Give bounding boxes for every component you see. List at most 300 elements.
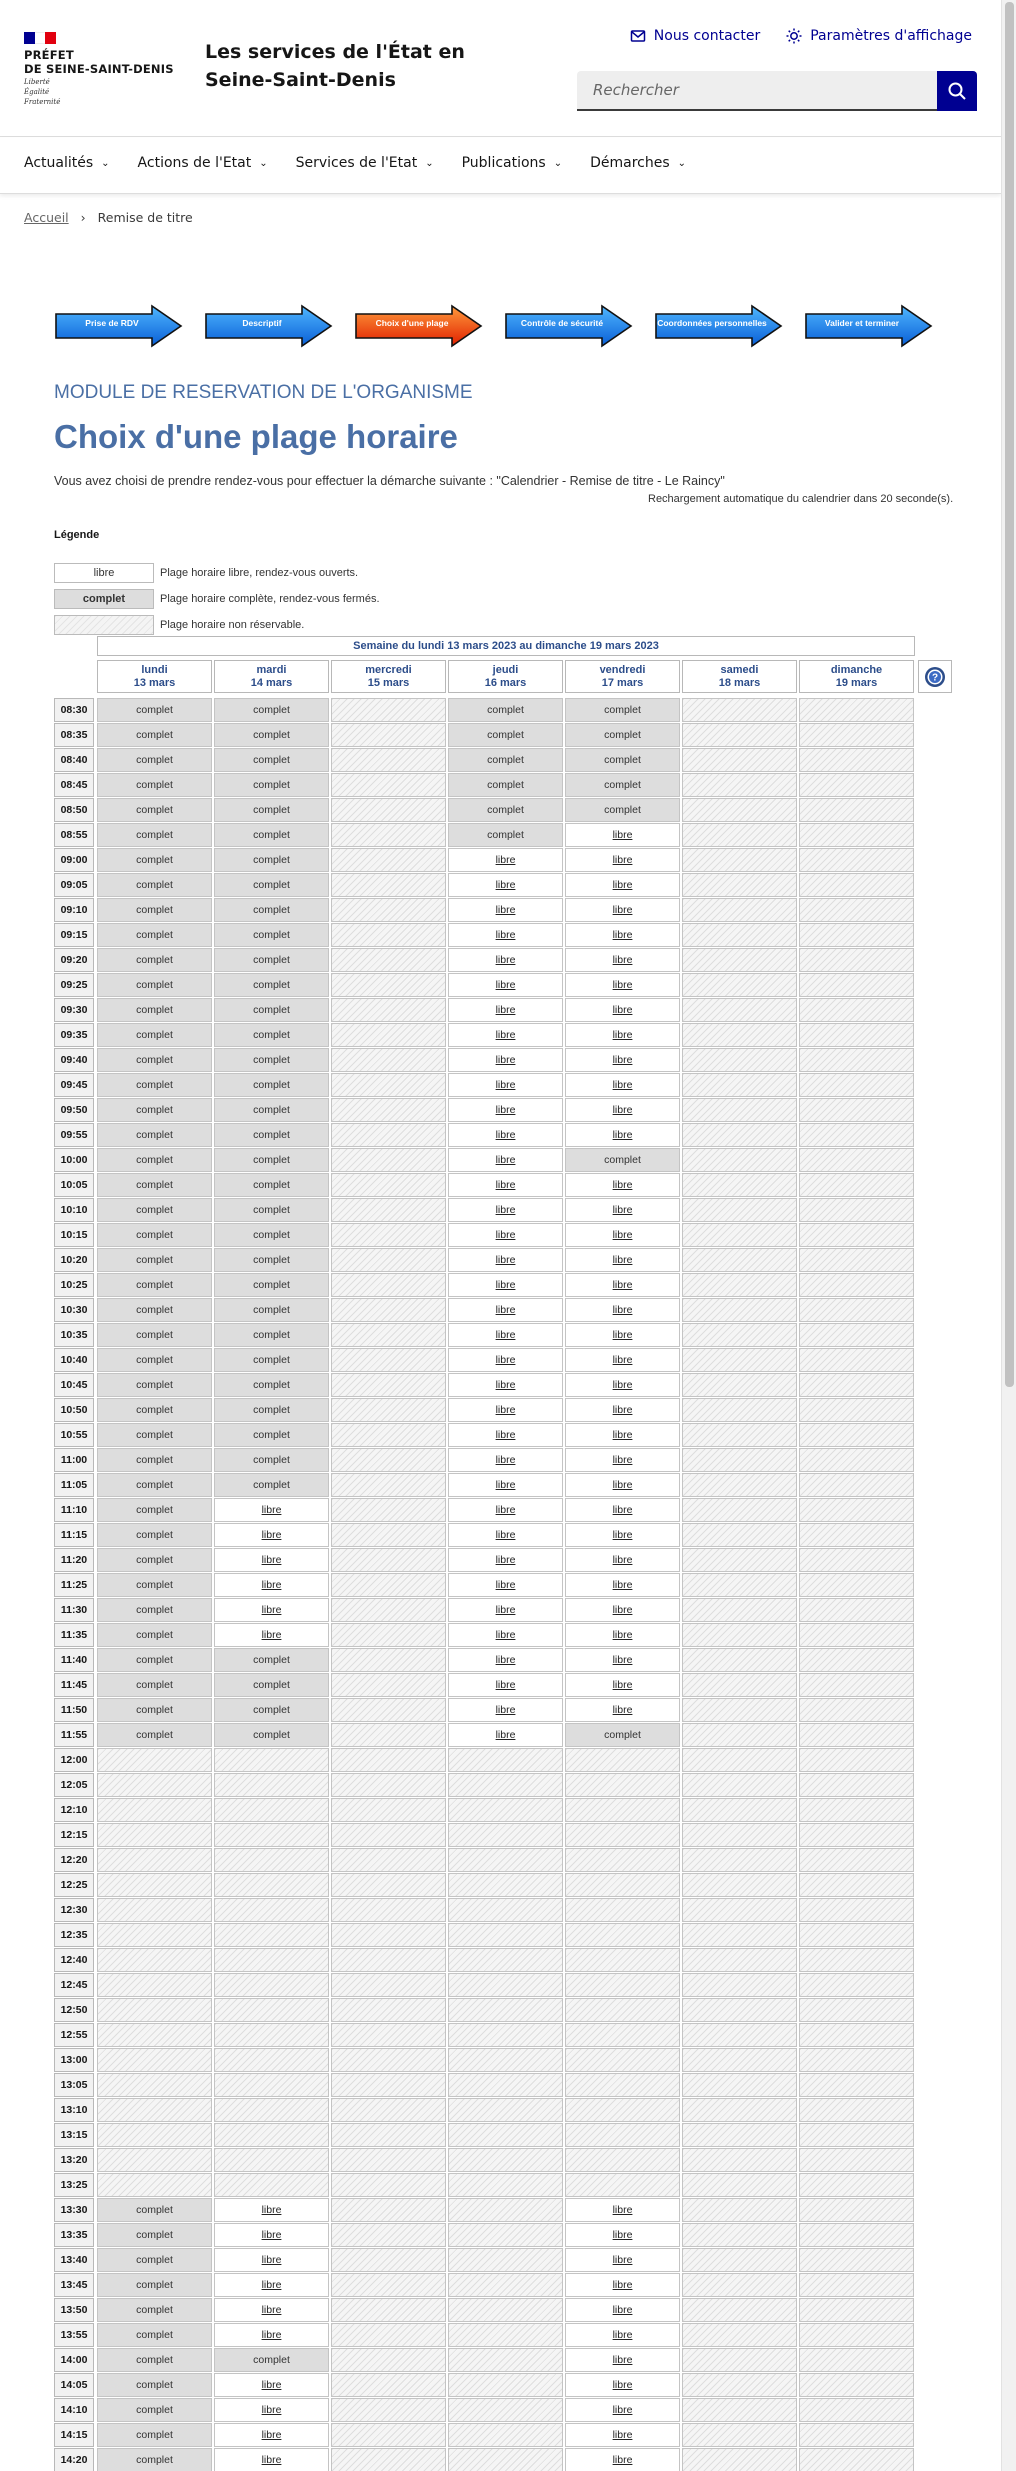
- slot-free[interactable]: [448, 1098, 563, 1122]
- site-title[interactable]: Les services de l'État en Seine-Saint-Denis: [205, 41, 465, 91]
- slot-status: libre: [612, 1104, 633, 1116]
- slot-free[interactable]: [565, 2198, 680, 2222]
- slot-free[interactable]: [565, 1023, 680, 1047]
- slot-free[interactable]: [214, 1623, 329, 1647]
- slot-status: libre: [495, 879, 516, 891]
- day-header: [799, 660, 914, 693]
- slot-unavailable: [799, 1123, 914, 1147]
- slot-full: [214, 1348, 329, 1372]
- search-input[interactable]: Rechercher: [577, 71, 937, 111]
- slot-full: [97, 1423, 212, 1447]
- slot-free[interactable]: [565, 848, 680, 872]
- slot-status: libre: [261, 2279, 282, 2291]
- day-name: jeudi: [492, 664, 519, 676]
- slot-status: libre: [612, 1054, 633, 1066]
- slot-free[interactable]: [448, 1573, 563, 1597]
- slot-status: complet: [136, 1129, 173, 1141]
- slot-free[interactable]: [214, 2323, 329, 2347]
- slot-full: [565, 723, 680, 747]
- slot-full: [214, 873, 329, 897]
- slot-unavailable: [682, 2248, 797, 2272]
- slot-full: [97, 1273, 212, 1297]
- slot-status: libre: [612, 2379, 633, 2391]
- slot-status: complet: [604, 754, 641, 766]
- time-row: [54, 898, 916, 922]
- slot-free[interactable]: [565, 1298, 680, 1322]
- slot-free[interactable]: [448, 898, 563, 922]
- slot-unavailable: [331, 1923, 446, 1947]
- slot-unavailable: [331, 1298, 446, 1322]
- time-row: [54, 798, 916, 822]
- time-label: 10:25: [54, 1273, 94, 1297]
- slot-free[interactable]: [448, 1298, 563, 1322]
- slot-unavailable: [682, 723, 797, 747]
- breadcrumb: [24, 210, 193, 225]
- slot-status: libre: [495, 1179, 516, 1191]
- slot-free[interactable]: [565, 2248, 680, 2272]
- slot-free[interactable]: [448, 1623, 563, 1647]
- slot-free[interactable]: [565, 2448, 680, 2471]
- slot-free[interactable]: [214, 2273, 329, 2297]
- slot-unavailable: [682, 2173, 797, 2197]
- slot-unavailable: [682, 1123, 797, 1147]
- slot-free[interactable]: [214, 2198, 329, 2222]
- time-row: [54, 1223, 916, 1247]
- slot-status: complet: [604, 1729, 641, 1741]
- slot-free[interactable]: [448, 1023, 563, 1047]
- slot-full: [214, 1423, 329, 1447]
- main-nav: [0, 138, 1001, 194]
- slot-free[interactable]: [565, 2423, 680, 2447]
- time-label: 13:50: [54, 2298, 94, 2322]
- slot-free[interactable]: [448, 1698, 563, 1722]
- slot-status: complet: [604, 804, 641, 816]
- slot-free[interactable]: [448, 1498, 563, 1522]
- slot-free[interactable]: [448, 1523, 563, 1547]
- time-label: 09:55: [54, 1123, 94, 1147]
- slot-free[interactable]: [214, 1523, 329, 1547]
- slot-full: [97, 1598, 212, 1622]
- time-label: 08:50: [54, 798, 94, 822]
- slot-status: complet: [136, 704, 173, 716]
- time-row: [54, 723, 916, 747]
- slot-unavailable: [331, 2123, 446, 2147]
- slot-free[interactable]: [565, 2223, 680, 2247]
- slot-unavailable: [331, 2273, 446, 2297]
- day-header: [565, 660, 680, 693]
- slot-free[interactable]: [565, 1498, 680, 1522]
- slot-status: libre: [612, 1504, 633, 1516]
- slot-free[interactable]: [565, 2273, 680, 2297]
- flag-icon: [24, 32, 56, 44]
- slot-free[interactable]: [448, 1348, 563, 1372]
- slot-unavailable: [448, 1848, 563, 1872]
- slot-free[interactable]: [448, 973, 563, 997]
- slot-free[interactable]: [565, 823, 680, 847]
- slot-free[interactable]: [448, 1223, 563, 1247]
- slot-unavailable: [682, 1623, 797, 1647]
- slot-status: complet: [253, 979, 290, 991]
- slot-unavailable: [799, 1223, 914, 1247]
- slot-free[interactable]: [448, 1423, 563, 1447]
- slot-unavailable: [565, 2048, 680, 2072]
- slot-free[interactable]: [448, 1548, 563, 1572]
- step-arrow: [54, 304, 184, 348]
- slot-status: complet: [136, 1304, 173, 1316]
- breadcrumb-current: Remise de titre: [97, 210, 193, 225]
- slot-full: [97, 1073, 212, 1097]
- slot-free[interactable]: [565, 1473, 680, 1497]
- time-row: [54, 1398, 916, 1422]
- slot-status: complet: [253, 754, 290, 766]
- slot-free[interactable]: [565, 1323, 680, 1347]
- slot-full: [214, 698, 329, 722]
- slot-free[interactable]: [214, 2223, 329, 2247]
- slot-status: complet: [253, 1429, 290, 1441]
- time-row: [54, 1998, 916, 2022]
- slot-unavailable: [331, 923, 446, 947]
- slot-unavailable: [682, 1073, 797, 1097]
- slot-free[interactable]: [448, 1598, 563, 1622]
- time-label: 10:50: [54, 1398, 94, 1422]
- slot-unavailable: [682, 1248, 797, 1272]
- slot-status: complet: [136, 1104, 173, 1116]
- chevron-down-icon: ⌄: [553, 157, 563, 169]
- slot-status: libre: [612, 954, 633, 966]
- slot-free[interactable]: [448, 1448, 563, 1472]
- slot-unavailable: [799, 2298, 914, 2322]
- slot-full: [214, 1273, 329, 1297]
- slot-unavailable: [565, 1773, 680, 1797]
- slot-free[interactable]: [565, 1648, 680, 1672]
- time-row: [54, 2123, 916, 2147]
- slot-unavailable: [799, 698, 914, 722]
- slot-status: libre: [612, 904, 633, 916]
- slot-unavailable: [799, 1498, 914, 1522]
- slot-free[interactable]: [565, 973, 680, 997]
- slot-status: complet: [253, 1304, 290, 1316]
- time-row: [54, 1573, 916, 1597]
- slot-free[interactable]: [565, 1398, 680, 1422]
- slot-free[interactable]: [565, 1048, 680, 1072]
- slot-free[interactable]: [448, 1373, 563, 1397]
- slot-status: complet: [487, 829, 524, 841]
- slot-free[interactable]: [448, 1648, 563, 1672]
- slot-status: libre: [261, 2454, 282, 2466]
- slot-status: libre: [495, 1604, 516, 1616]
- slot-full: [97, 2323, 212, 2347]
- slot-full: [565, 1148, 680, 1172]
- slot-free[interactable]: [448, 1398, 563, 1422]
- slot-full: [214, 1123, 329, 1147]
- step-label: Descriptif: [242, 318, 282, 328]
- slot-unavailable: [682, 1048, 797, 1072]
- slot-free[interactable]: [448, 1173, 563, 1197]
- slot-status: libre: [612, 1404, 633, 1416]
- slot-unavailable: [799, 1673, 914, 1697]
- slot-status: libre: [495, 1729, 516, 1741]
- slot-unavailable: [799, 923, 914, 947]
- slot-status: libre: [495, 1379, 516, 1391]
- slot-free[interactable]: [565, 1373, 680, 1397]
- slot-free[interactable]: [565, 1673, 680, 1697]
- slot-unavailable: [682, 1698, 797, 1722]
- slot-unavailable: [331, 1873, 446, 1897]
- slot-unavailable: [331, 898, 446, 922]
- nav-item[interactable]: [24, 138, 114, 188]
- time-label: 13:25: [54, 2173, 94, 2197]
- slot-free[interactable]: [565, 1248, 680, 1272]
- slot-free[interactable]: [214, 2373, 329, 2397]
- slot-unavailable: [682, 1023, 797, 1047]
- slot-status: complet: [136, 1354, 173, 1366]
- slot-free[interactable]: [214, 1548, 329, 1572]
- time-label: 08:40: [54, 748, 94, 772]
- slot-status: complet: [136, 2229, 173, 2241]
- slot-free[interactable]: [214, 1598, 329, 1622]
- slot-free[interactable]: [448, 1048, 563, 1072]
- slot-full: [214, 1723, 329, 1747]
- slot-status: libre: [612, 1354, 633, 1366]
- time-label: 09:50: [54, 1098, 94, 1122]
- slot-free[interactable]: [565, 1448, 680, 1472]
- slot-free[interactable]: [565, 1173, 680, 1197]
- help-button[interactable]: [918, 660, 952, 693]
- slot-free[interactable]: [565, 1198, 680, 1222]
- slot-free[interactable]: [565, 998, 680, 1022]
- time-label: 11:55: [54, 1723, 94, 1747]
- slot-status: complet: [136, 979, 173, 991]
- slot-free[interactable]: [565, 1123, 680, 1147]
- slot-unavailable: [331, 973, 446, 997]
- slot-free[interactable]: [214, 2448, 329, 2471]
- slot-free[interactable]: [448, 1473, 563, 1497]
- slot-unavailable: [799, 1398, 914, 1422]
- time-row: [54, 2323, 916, 2347]
- slot-status: libre: [612, 1479, 633, 1491]
- slot-unavailable: [682, 2098, 797, 2122]
- slot-unavailable: [799, 2123, 914, 2147]
- slot-status: libre: [495, 854, 516, 866]
- slot-full: [214, 1048, 329, 1072]
- display-settings-link[interactable]: [786, 28, 972, 44]
- slot-free[interactable]: [214, 1498, 329, 1522]
- slot-unavailable: [565, 2123, 680, 2147]
- slot-status: libre: [495, 1679, 516, 1691]
- slot-unavailable: [331, 2248, 446, 2272]
- slot-full: [97, 1223, 212, 1247]
- slot-status: complet: [136, 854, 173, 866]
- slot-status: complet: [604, 704, 641, 716]
- slot-status: libre: [612, 829, 633, 841]
- slot-status: libre: [612, 1454, 633, 1466]
- slot-status: libre: [495, 1104, 516, 1116]
- time-label: 11:45: [54, 1673, 94, 1697]
- slot-full: [214, 1073, 329, 1097]
- slot-unavailable: [448, 1898, 563, 1922]
- time-row: [54, 773, 916, 797]
- slot-status: complet: [136, 1604, 173, 1616]
- slot-status: complet: [487, 779, 524, 791]
- time-label: 13:20: [54, 2148, 94, 2172]
- time-label: 09:45: [54, 1073, 94, 1097]
- slot-free[interactable]: [448, 1248, 563, 1272]
- slot-free[interactable]: [565, 2373, 680, 2397]
- breadcrumb-home[interactable]: Accueil: [24, 210, 69, 225]
- slot-status: complet: [136, 1179, 173, 1191]
- slot-status: complet: [253, 929, 290, 941]
- slot-status: complet: [253, 1379, 290, 1391]
- slot-free[interactable]: [565, 898, 680, 922]
- slot-free[interactable]: [448, 1323, 563, 1347]
- slot-unavailable: [331, 1448, 446, 1472]
- slot-free[interactable]: [448, 923, 563, 947]
- slot-unavailable: [331, 1673, 446, 1697]
- slot-free[interactable]: [448, 998, 563, 1022]
- slot-unavailable: [799, 1198, 914, 1222]
- slot-unavailable: [682, 1548, 797, 1572]
- slot-free[interactable]: [565, 2323, 680, 2347]
- slot-free[interactable]: [565, 1223, 680, 1247]
- logo-line-1: PRÉFET: [24, 48, 74, 62]
- slot-unavailable: [799, 1048, 914, 1072]
- slot-unavailable: [331, 1698, 446, 1722]
- slot-status: libre: [495, 1454, 516, 1466]
- time-row: [54, 2223, 916, 2247]
- slot-full: [97, 998, 212, 1022]
- slot-free[interactable]: [565, 2298, 680, 2322]
- legend-free-swatch: libre: [54, 563, 154, 583]
- slot-unavailable: [331, 1848, 446, 1872]
- slot-unavailable: [799, 2098, 914, 2122]
- contact-link[interactable]: [630, 28, 760, 44]
- nav-item[interactable]: [590, 138, 690, 188]
- slot-free[interactable]: [565, 1073, 680, 1097]
- slot-free[interactable]: [448, 1723, 563, 1747]
- slot-free[interactable]: [565, 2348, 680, 2372]
- slot-free[interactable]: [565, 1623, 680, 1647]
- slot-unavailable: [331, 1723, 446, 1747]
- slot-unavailable: [565, 2023, 680, 2047]
- time-label: 12:05: [54, 1773, 94, 1797]
- time-row: [54, 1098, 916, 1122]
- nav-item[interactable]: [138, 138, 272, 188]
- slot-unavailable: [448, 1873, 563, 1897]
- slot-free[interactable]: [214, 2423, 329, 2447]
- slot-status: complet: [253, 1079, 290, 1091]
- slot-free[interactable]: [565, 873, 680, 897]
- slot-unavailable: [799, 1873, 914, 1897]
- slot-free[interactable]: [448, 873, 563, 897]
- slot-free[interactable]: [565, 1273, 680, 1297]
- slot-unavailable: [331, 1523, 446, 1547]
- slot-unavailable: [331, 1323, 446, 1347]
- time-row: [54, 873, 916, 897]
- nav-item[interactable]: [296, 138, 438, 188]
- slot-full: [214, 748, 329, 772]
- slot-free[interactable]: [448, 1273, 563, 1297]
- slot-free[interactable]: [565, 1423, 680, 1447]
- slot-full: [214, 1473, 329, 1497]
- time-label: 10:15: [54, 1223, 94, 1247]
- slot-unavailable: [331, 1798, 446, 1822]
- slot-free[interactable]: [565, 1523, 680, 1547]
- step-arrow: [354, 304, 484, 348]
- time-label: 13:40: [54, 2248, 94, 2272]
- slot-unavailable: [799, 2323, 914, 2347]
- slot-free[interactable]: [565, 1548, 680, 1572]
- slot-unavailable: [799, 2398, 914, 2422]
- slot-unavailable: [448, 2123, 563, 2147]
- slot-unavailable: [331, 823, 446, 847]
- slot-free[interactable]: [565, 948, 680, 972]
- slot-unavailable: [448, 2023, 563, 2047]
- slot-unavailable: [331, 2073, 446, 2097]
- slot-status: libre: [495, 1229, 516, 1241]
- chevron-down-icon: ⌄: [101, 157, 110, 169]
- slot-free[interactable]: [565, 1598, 680, 1622]
- slot-free[interactable]: [214, 1573, 329, 1597]
- time-label: 13:30: [54, 2198, 94, 2222]
- time-row: [54, 1598, 916, 1622]
- slot-unavailable: [799, 2073, 914, 2097]
- slot-free[interactable]: [214, 2298, 329, 2322]
- slot-free[interactable]: [214, 2248, 329, 2272]
- slot-unavailable: [565, 1798, 680, 1822]
- slot-unavailable: [799, 2448, 914, 2471]
- page-scrollbar[interactable]: [1001, 0, 1016, 2471]
- slot-unavailable: [682, 1648, 797, 1672]
- time-row: [54, 2148, 916, 2172]
- slot-free[interactable]: [448, 1123, 563, 1147]
- slot-status: libre: [261, 1629, 282, 1641]
- time-label: 10:45: [54, 1373, 94, 1397]
- slot-unavailable: [682, 2073, 797, 2097]
- search-button[interactable]: [937, 71, 977, 111]
- slot-unavailable: [682, 1898, 797, 1922]
- slot-free[interactable]: [448, 1148, 563, 1172]
- slot-free[interactable]: [565, 1098, 680, 1122]
- prefet-logo[interactable]: [24, 32, 174, 106]
- slot-full: [214, 723, 329, 747]
- slot-status: complet: [253, 704, 290, 716]
- slot-unavailable: [682, 1823, 797, 1847]
- slot-free[interactable]: [565, 2398, 680, 2422]
- slot-free[interactable]: [565, 1573, 680, 1597]
- time-row: [54, 1023, 916, 1047]
- slot-status: libre: [495, 979, 516, 991]
- time-label: 10:30: [54, 1298, 94, 1322]
- slot-free[interactable]: [448, 1673, 563, 1697]
- scrollbar-thumb[interactable]: [1005, 2, 1014, 1387]
- slot-free[interactable]: [448, 1198, 563, 1222]
- slot-unavailable: [97, 1773, 212, 1797]
- slot-status: libre: [612, 1029, 633, 1041]
- slot-unavailable: [331, 1648, 446, 1672]
- slot-status: libre: [612, 1079, 633, 1091]
- slot-free[interactable]: [565, 1698, 680, 1722]
- slot-unavailable: [214, 2023, 329, 2047]
- slot-status: complet: [136, 1204, 173, 1216]
- slot-status: complet: [136, 1704, 173, 1716]
- slot-free[interactable]: [448, 1073, 563, 1097]
- slot-free[interactable]: [448, 948, 563, 972]
- slot-free[interactable]: [448, 848, 563, 872]
- nav-item[interactable]: [462, 138, 567, 188]
- slot-free[interactable]: [214, 2398, 329, 2422]
- slot-free[interactable]: [565, 1348, 680, 1372]
- slot-free[interactable]: [565, 923, 680, 947]
